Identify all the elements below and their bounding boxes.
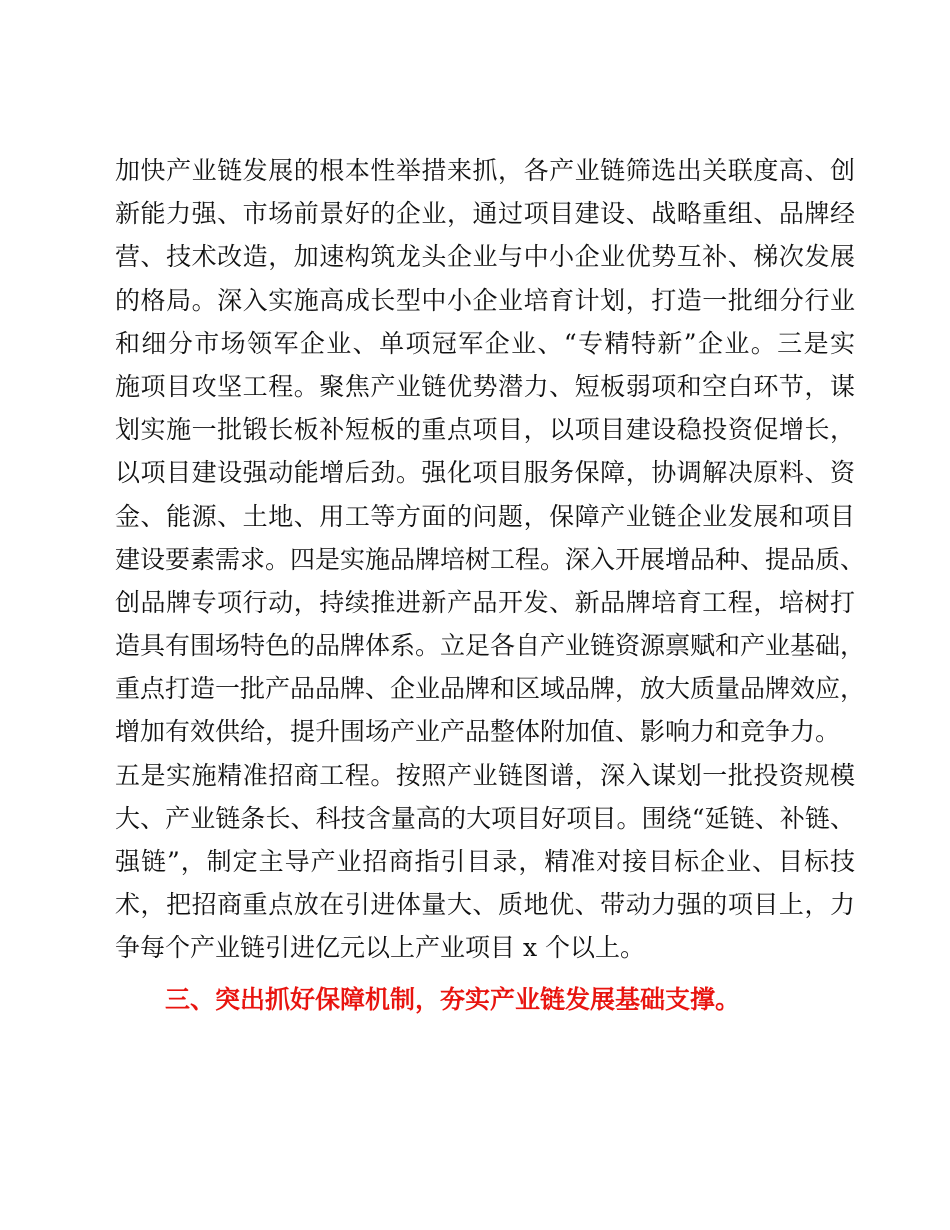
paragraph-line: 和细分市场领军企业、单项冠军企业、“专精特新”企业。三是实 bbox=[115, 328, 855, 358]
paragraph-line: 营、技术改造，加速构筑龙头企业与中小企业优势互补、梯次发展 bbox=[115, 242, 855, 272]
paragraph-line: 新能力强、市场前景好的企业，通过项目建设、战略重组、品牌经 bbox=[115, 199, 855, 229]
body-paragraph bbox=[115, 149, 866, 970]
paragraph-line: 的格局。深入实施高成长型中小企业培育计划，打造一批细分行业 bbox=[115, 285, 855, 315]
paragraph-line: 强链”，制定主导产业招商指引目录，精准对接目标企业、目标技 bbox=[115, 847, 855, 876]
paragraph-line: 重点打造一批产品品牌、企业品牌和区域品牌，放大质量品牌效应， bbox=[115, 674, 866, 704]
paragraph-line: 创品牌专项行动，持续推进新产品开发、新品牌培育工程，培树打 bbox=[115, 587, 855, 617]
paragraph-line: 增加有效供给，提升围场产业产品整体附加值、影响力和竞争力。 bbox=[115, 717, 841, 747]
paragraph-line: 大、产业链条长、科技含量高的大项目好项目。围绕“延链、补链、 bbox=[115, 803, 855, 833]
paragraph-line: 划实施一批锻长板补短板的重点项目，以项目建设稳投资促增长， bbox=[115, 415, 855, 445]
paragraph-line: 造具有围场特色的品牌体系。立足各自产业链资源禀赋和产业基础， bbox=[115, 631, 866, 661]
paragraph-line: 加快产业链发展的根本性举措来抓，各产业链筛选出关联度高、创 bbox=[115, 156, 855, 185]
paragraph-line: 术，把招商重点放在引进体量大、质地优、带动力强的项目上，力 bbox=[115, 890, 855, 920]
paragraph-line: 金、能源、土地、用工等方面的问题，保障产业链企业发展和项目 bbox=[115, 501, 855, 531]
paragraph-line: 以项目建设强动能增后劲。强化项目服务保障，协调解决原料、资 bbox=[115, 458, 855, 488]
section-heading: 三、突出抓好保障机制，夯实产业链发展基础支撑。 bbox=[165, 985, 741, 1014]
paragraph-line: 五是实施精准招商工程。按照产业链图谱，深入谋划一批投资规模 bbox=[115, 760, 855, 790]
paragraph-line: 建设要素需求。四是实施品牌培树工程。深入开展增品种、提品质、 bbox=[115, 544, 866, 574]
paragraph-line: 施项目攻坚工程。聚焦产业链优势潜力、短板弱项和空白环节，谋 bbox=[115, 371, 855, 401]
paragraph-line: 争每个产业链引进亿元以上产业项目 x 个以上。 bbox=[115, 933, 645, 963]
